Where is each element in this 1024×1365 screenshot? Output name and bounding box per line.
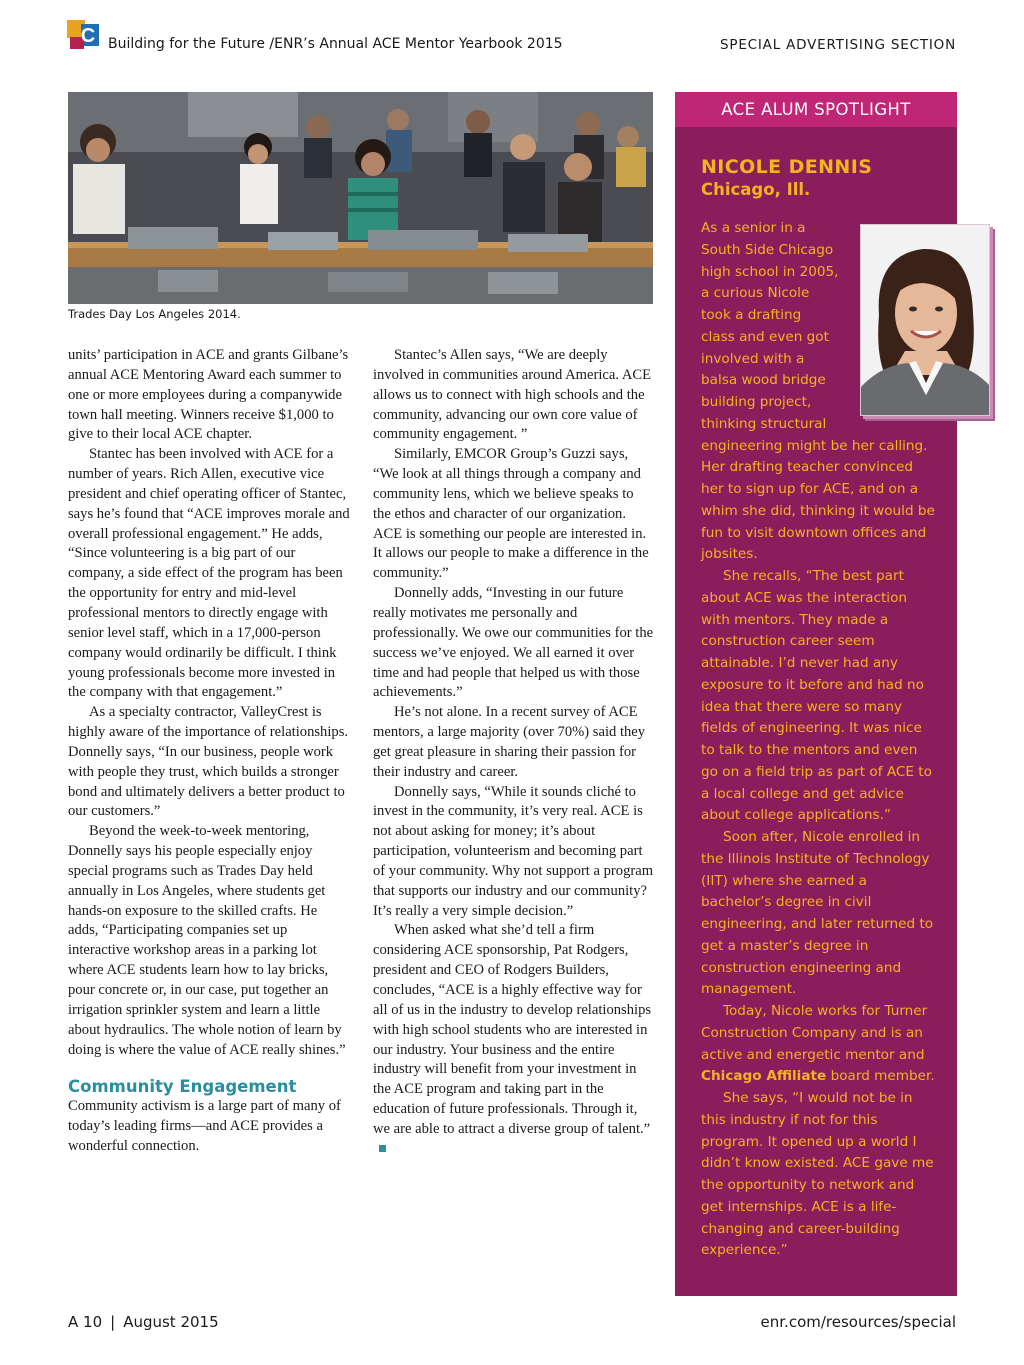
paragraph: As a specialty contractor, ValleyCrest is highly aware of the importance of relationships. Donnelly says, “In our business, people work with people they trust, which builds a stronger bond and ultimately delivers a better product to our customers.”: [68, 704, 349, 820]
page-number: A 10: [68, 1313, 103, 1331]
story-text: engineering might be her calling. Her drafting teacher convinced her to sign up for ACE, and on a whim she did, thinking it would be fun to visit downtown offices and jobsites.: [701, 437, 935, 563]
paragraph: Similarly, EMCOR Group’s Guzzi says, “We look at all things through a company and community lens, which we believe speaks to the ethos and character of our organization. ACE is something our people are interested in. It allows our people to make a difference in the community.”: [373, 446, 649, 582]
paragraph: [373, 921, 655, 1159]
intro-line: class and even got: [701, 328, 829, 345]
intro-line: involved with a: [701, 350, 805, 367]
sidebar-heading: ACE ALUM SPOTLIGHT: [675, 92, 957, 127]
ace-logo-letter: C: [80, 25, 96, 47]
story-paragraph-1: [701, 218, 937, 566]
footer-divider: |: [110, 1313, 116, 1331]
intro-line: balsa wood bridge: [701, 372, 826, 389]
story-paragraph-3: Soon after, Nicole enrolled in the Illinois Institute of Technology (IIT) where she earned a bachelor’s degree in civil engineering, and later returned to get a master’s degree in construction engineering and management.: [701, 829, 934, 998]
subheading-community-engagement: Community Engagement: [68, 1077, 297, 1097]
alum-name: NICOLE DENNIS: [701, 156, 873, 178]
intro-line: took a drafting: [701, 307, 802, 323]
paragraph: Donnelly adds, “Investing in our future really motivates me personally and professionally. We owe our communities for the success we’ve enjoyed. We all earned it over time and had people that helped us with those achievements.”: [373, 585, 654, 701]
issue-date: August 2015: [123, 1313, 219, 1331]
story-paragraph-2: She recalls, “The best part about ACE was the interaction with mentors. They made a construction career seem attainable. I’d never had any exposure to it before and had no idea that there were so many fields of engineering. It was nice to talk to the mentors and even go on a field trip as part of ACE to a local college and get advice about college applications.”: [701, 568, 932, 824]
story-paragraph-5: She says, “I would not be in this industry if not for this program. It opened up a world I didn’t know existed. ACE gave me the opportunity to network and get internships. ACE is a life-changing and career-building experience.”: [701, 1090, 934, 1259]
paragraph: Stantec has been involved with ACE for a number of years. Rich Allen, executive vice president and chief operating officer of Stantec, says he’s found that “ACE improves morale and overall professional engagement.” He adds, “Since volunteering is a big part of our company, a side effect of the program has been the opportunity for entry and mid-level professional mentors to directly engage with senior level staff, which in a 17,000-person company would ordinarily be difficult. I think young professionals become more invested in the company with that engagement.”: [68, 446, 350, 701]
paragraph: Stantec’s Allen says, “We are deeply involved in communities around America. ACE allows us to connect with high schools and the community, advancing our own core value of community engagement. ”: [373, 347, 652, 443]
paragraph: Beyond the week-to-week mentoring, Donnelly says his people especially enjoy special programs such as Trades Day held annually in Los Angeles, where students get hands-on exposure to the skilled crafts. He adds, “Participating companies set up interactive workshop areas in a parking lot where ACE students learn how to lay bricks, pour concrete or, in our case, put together an irrigation sprinkler system and learn a little about hydraulics. The whole notion of learn by doing is where the value of ACE really shines.”: [68, 823, 346, 1058]
photo-caption: Trades Day Los Angeles 2014.: [68, 307, 241, 321]
header-section-label: SPECIAL ADVERTISING SECTION: [720, 37, 956, 53]
trades-day-photo: [68, 92, 653, 304]
chicago-affiliate-label: Chicago Affiliate: [701, 1068, 827, 1085]
workshop-photo-illustration: [68, 92, 653, 304]
intro-line: high school in 2005,: [701, 263, 839, 280]
article-column-2: [373, 346, 655, 1160]
intro-line: building project,: [701, 394, 812, 410]
footer-url: enr.com/resources/special: [760, 1313, 956, 1331]
story-text: board member.: [830, 1068, 935, 1085]
end-mark-icon: [379, 1145, 386, 1152]
intro-line: South Side Chicago: [701, 241, 834, 258]
story-paragraph-4: [701, 1001, 937, 1088]
intro-line: As a senior in a: [701, 220, 806, 236]
paragraph-text: When asked what she’d tell a firm considering ACE sponsorship, Pat Rodgers, president and CEO of Rodgers Builders, concludes, “ACE is a highly effective way for all of us in the industry to develop relationships with high school students who are interested in our industry. Your business and the entire industry will benefit from your investment in the ACE program and taking part in the education of future professionals. Through it, we are able to attract a diverse group of talent.”: [373, 922, 652, 1137]
intro-line: a curious Nicole: [701, 285, 810, 302]
paragraph: Donnelly says, “While it sounds cliché to invest in the community, it’s very real. ACE is not about asking for money; it’s about participation, volunteerism and becoming part of your community. Why not support a program that supports our industry and our community? It’s really a very simple decision.”: [373, 783, 654, 919]
alum-story: [701, 218, 937, 1262]
paragraph: Community activism is a large part of many of today’s leading firms—and ACE provides a wonderful connection.: [68, 1098, 341, 1155]
alum-spotlight-sidebar: [675, 92, 957, 1296]
alum-city: Chicago, Ill.: [701, 180, 811, 199]
article-column-1: [68, 346, 350, 1157]
ace-logo: [67, 20, 99, 52]
story-text: Today, Nicole works for Turner Construction Company and is an active and energetic mentor and: [701, 1003, 928, 1063]
paragraph: units’ participation in ACE and grants Gilbane’s annual ACE Mentoring Award each summer to one or more employees during a companywide town hall meeting. Winners receive $1,000 to give to their local ACE chapter.: [68, 347, 349, 443]
header-title: Building for the Future /ENR’s Annual ACE Mentor Yearbook 2015: [108, 36, 563, 52]
intro-line: thinking structural: [701, 415, 827, 432]
paragraph: He’s not alone. In a recent survey of ACE mentors, a large majority (over 70%) said they get great pleasure in sharing their passion for their industry and career.: [373, 704, 646, 780]
footer-page-info: [68, 1313, 219, 1331]
